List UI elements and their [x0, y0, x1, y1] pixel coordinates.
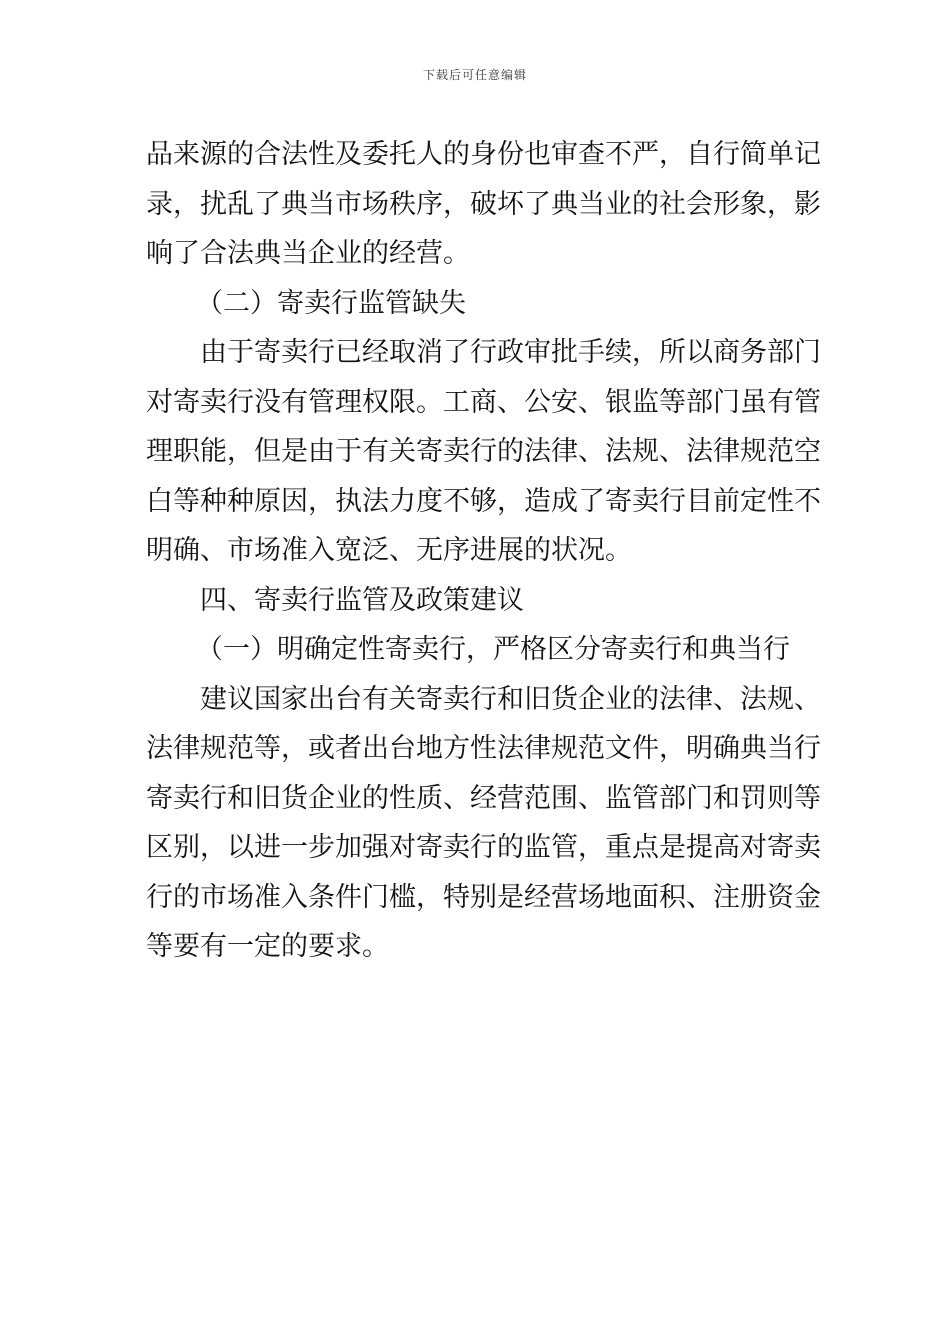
paragraph-line: 由于寄卖行已经取消了行政审批手续，所以商务部门: [200, 337, 821, 368]
section-heading: （二）寄卖行监管缺失: [196, 287, 466, 319]
paragraph-line: 明确、市场准入宽泛、无序进展的状况。: [146, 535, 632, 566]
paragraph-line: 建议国家出台有关寄卖行和旧货企业的法律、法规、: [200, 683, 821, 715]
paragraph-line: 录，扰乱了典当市场秩序，破坏了典当业的社会形象，影: [146, 188, 821, 220]
paragraph-line: 法律规范等，或者出台地方性法律规范文件，明确典当行: [146, 733, 821, 764]
paragraph-line: 寄卖行和旧货企业的性质、经营范围、监管部门和罚则等: [146, 782, 821, 814]
paragraph-line: 理职能，但是由于有关寄卖行的法律、法规、法律规范空: [146, 436, 821, 467]
paragraph-line: 行的市场准入条件门槛，特别是经营场地面积、注册资金: [146, 881, 821, 913]
paragraph-line: 等要有一定的要求。: [146, 931, 389, 962]
section-heading: 四、寄卖行监管及政策建议: [200, 584, 524, 616]
document-body: [146, 130, 821, 972]
paragraph-line: 对寄卖行没有管理权限。工商、公安、银监等部门虽有管: [146, 386, 821, 418]
paragraph-line: 品来源的合法性及委托人的身份也审查不严，自行简单记: [146, 139, 821, 170]
paragraph-line: 响了合法典当企业的经营。: [146, 238, 470, 269]
section-heading: （一）明确定性寄卖行，严格区分寄卖行和典当行: [196, 634, 790, 665]
paragraph-line: 白等种种原因，执法力度不够，造成了寄卖行目前定性不: [146, 485, 821, 517]
paragraph-line: 区别，以进一步加强对寄卖行的监管，重点是提高对寄卖: [146, 832, 821, 863]
header-note: 下载后可任意编辑: [422, 68, 527, 82]
